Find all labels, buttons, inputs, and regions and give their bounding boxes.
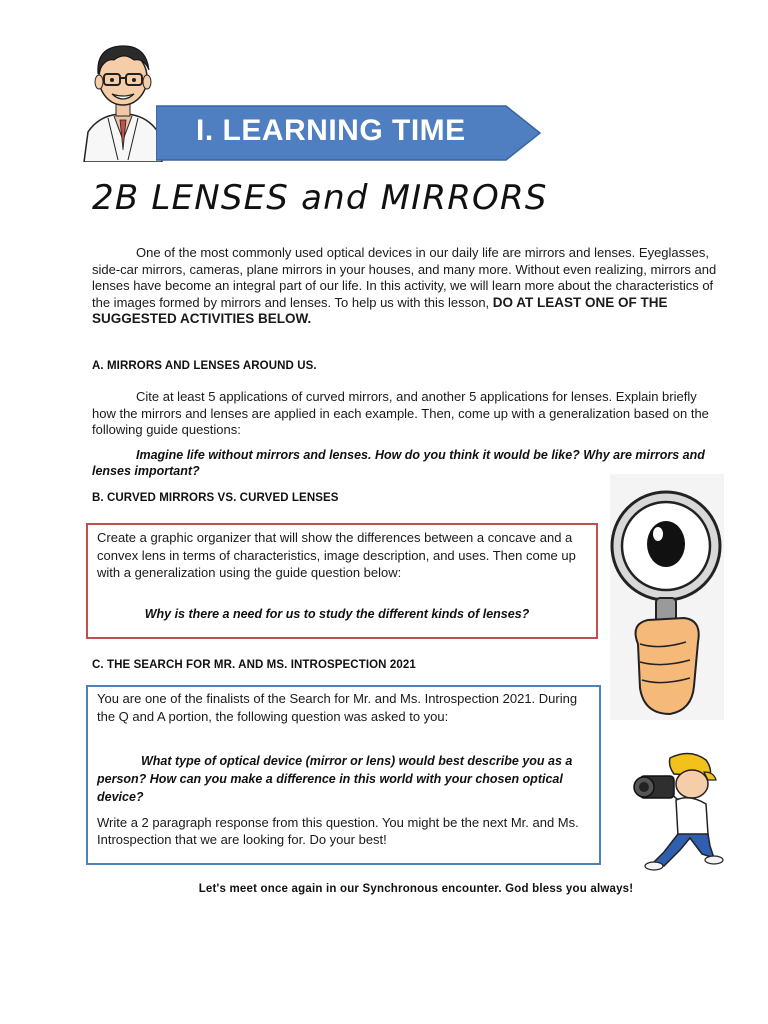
activity-b-heading: B. CURVED MIRRORS VS. CURVED LENSES [92, 492, 339, 504]
activity-c-body: You are one of the finalists of the Search for Mr. and Ms. Introspection 2021. During the Q and A portion, the following question was asked to you: [97, 691, 578, 724]
teacher-cartoon-icon [78, 40, 168, 162]
magnifying-glass-eye-icon [610, 474, 724, 720]
banner-title: I. LEARNING TIME [196, 114, 466, 147]
activity-c-heading: C. THE SEARCH FOR MR. AND MS. INTROSPECTION 2021 [92, 659, 416, 671]
activity-a-body: Cite at least 5 applications of curved mirrors, and another 5 applications for lenses. Explain briefly how the mirrors and lenses are applied in each example. Then, come up with a generalization based on the following guide questions: [92, 389, 709, 437]
activity-b-question: Why is there a need for us to study the different kinds of lenses? [144, 607, 530, 621]
intro-text: One of the most commonly used optical devices in our daily life are mirrors and lenses. Eyeglasses, side-car mirrors, cameras, plane mirrors in your houses, and many more. Without even realizing, mirrors and lenses have become an integral part of our life. In this activity, we will learn more about the characteristics of the images formed by mirrors and lenses. To help us with this lesson, [92, 245, 717, 310]
activity-a-question: Imagine life without mirrors and lenses. How do you think it would be like? Why are mirrors and lenses important? [92, 448, 705, 478]
activity-b-body: Create a graphic organizer that will show the differences between a concave and a convex lens in terms of characteristics, image description, and uses. Then come up with a generalization using the guide question below: [97, 530, 576, 580]
activity-a-heading: A. MIRRORS AND LENSES AROUND US. [92, 360, 317, 372]
activity-c-task: Write a 2 paragraph response from this question. You might be the next Mr. and Ms. Introspection that we are looking for. Do your best! [97, 815, 579, 847]
intro-paragraph [92, 245, 724, 328]
closing-message: Let's meet once again in our Synchronous encounter. God bless you always! [198, 883, 634, 895]
photographer-boy-icon [624, 750, 724, 874]
intro-emphasis: DO AT LEAST ONE OF THE SUGGESTED ACTIVITIES BELOW. [92, 294, 668, 326]
activity-c-question: What type of optical device (mirror or lens) would best describe you as a person? How can you make a difference in this world with your chosen optical device? [97, 754, 573, 804]
page-title: 2B LENSES and MIRRORS [92, 178, 548, 218]
